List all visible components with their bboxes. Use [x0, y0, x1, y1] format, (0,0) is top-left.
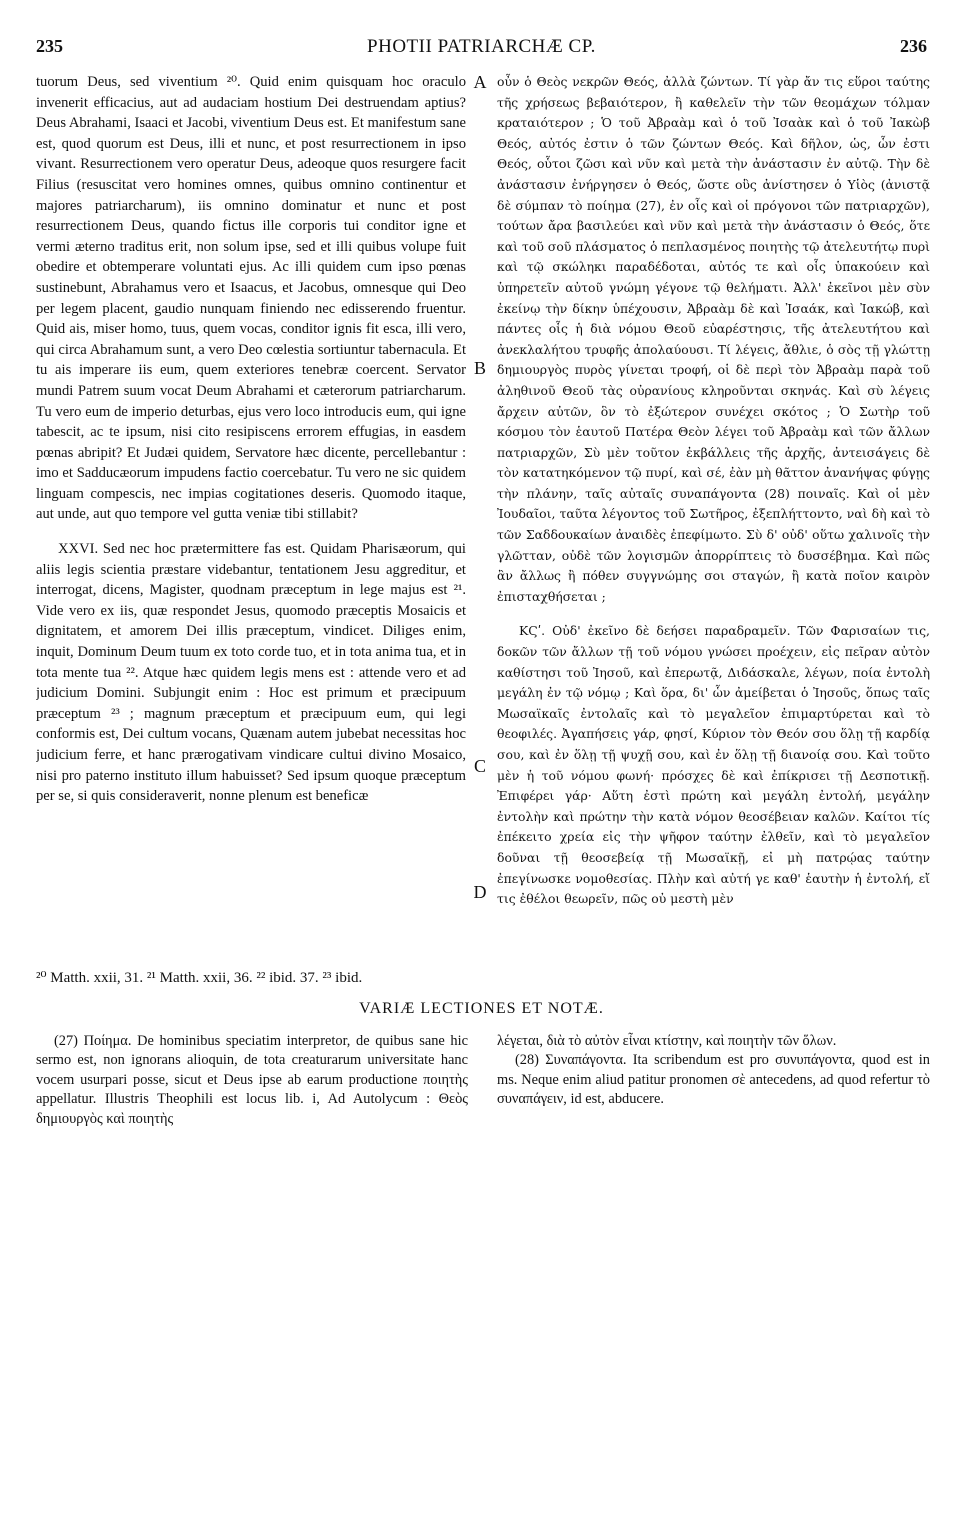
notes-right-column: [497, 1032, 930, 1110]
latin-paragraph-1: tuorum Deus, sed viventium ²⁰. Quid enim quisquam hoc oraculo invenerit efficacius, aut ad audaciam hostium Dei destruendam aptius? Deus Abrahami, Isaaci et Jacobi, viventium Deus est. Et manifestum sane est, quod quorum est Deus, illi et nunc, et post resurrectionem in ipso vivant. Resurrectionem vero operatur Deus, adeoque quos resurgere facit Filius (resuscitat vero homines omnes, quibus omnino continentur et majores patriarcharum), iis omnino dominatur et nunc et post resurrectionem Deus, quando fictus ille corporis tui conditor igne et vermi æterno traditus erit, non solum ipse, sed et illi quibus volupe fuit obedire et obtemperare voluntati ejus. Ac illi quidem cum ipso pœnas sustinebunt, Abrahamus vero et Isaacus, et Jacobus, omnesque qui Deo per legem placent, gaudio nunquam finiendo nec edisserendo fruentur. Quid ais, miser homo, tuus, quem vocas, conditor ignis fit esca, illi vero, qui circa Abrahamum sunt, a vero Deo cœlestia sortiuntur tabernacula. Et tu ais imperare iis eum, quem exteriores tenebræ coercent. Servator mundi Patrem suum vocat Deum Abrahami et cæterorum patriarcharum. Tu vero eum de imperio deturbas, ejus vero loco introducis eum, qui igne tabescit, ac te ipsum, nisi cito resipiscens errorem effugias, in easdem pœnas abripit? Et Judæi quidem, Servatore hæc dicente, percellebantur : imo et Sadducæorum impudens factio coercebatur. Tu vero ne sic quidem linguam compescis, nec impias cogitationes deseris. Quomodo itaque, aut unde, aut quo tempore vel gutta veniæ tibi stillabit?: [36, 74, 466, 523]
page-header: [36, 36, 927, 64]
latin-paragraph-2: XXVI. Sed nec hoc prætermittere fas est. Quidam Pharisæorum, qui aliis legis scientia præstare videbantur, tentationem Jesu aggreditur, et interrogat, dicens, Magister, quodnam præceptum in lege majus est ²¹. Vide vero ex iis, quæ respondet Jesus, quomodo præceptis Mosaicis et dignitatem, et amorem Dei illis præceptum, vindicet. Diliges enim, inquit, Dominum Deum tuum ex toto corde tuo, et in tota anima tua, et in tota mente tua ²². Atque hæc quidem legis mens est : attende vero et ad judicium Domini. Subjungit enim : Hoc est primum et præcipuum præceptum ²³ ; magnum præceptum et præcipuum eum, qui legi conformis est, Dei cultum vocans, Quænam autem jubebat necessitas hoc judicium ferre, et hanc prærogativam vindicare cultui divino Mosaico, nisi pro paterno instituto illum habuisset? Sed ipsum quoque præceptum per se, si quis consideraverit, nonne plenum est beneficæ: [36, 541, 466, 805]
variae-title: VARIÆ LECTIONES ET NOTÆ.: [359, 1000, 604, 1017]
note-28: (28) Συναπάγοντα. Ita scribendum est pro συνυπάγοντα, quod est in ms. Neque enim aliud patitur pronomen σὲ antecedens, ad quod refertur τὸ συναπάγειν, id est, abducere.: [497, 1052, 930, 1108]
greek-column: [497, 72, 930, 910]
page-number-right: 236: [900, 36, 927, 56]
footnotes: ²⁰ Matth. xxii, 31. ²¹ Matth. xxii, 36. ²² ibid. 37. ²³ ibid.: [36, 970, 363, 986]
latin-column: [36, 72, 466, 807]
page-number-left: 235: [36, 36, 63, 56]
note-27: (27) Ποίημα. De hominibus speciatim interpretor, de quibus sane hic sermo est, non ignorans alioquin, de tota creaturarum universitate hanc vocem usurpari posse, sicut et Deus ipse ab earum productione ποιητὴς appellatur. Illustris Theophili est locus lib. i, Ad Autolycum : Θεὸς δημιουργὸς καὶ ποιητὴς: [36, 1033, 468, 1127]
margin-letter-d: D: [473, 882, 487, 902]
margin-letter-c: C: [473, 756, 486, 776]
margin-letter-b: B: [473, 358, 486, 378]
running-title: PHOTII PATRIARCHÆ CP.: [367, 36, 596, 57]
notes-left-column: [36, 1032, 468, 1129]
greek-paragraph-2: ΚϚʹ. Οὐδ' ἐκεῖνο δὲ δεήσει παραδραμεῖν. Τῶν Φαρισαίων τις, δοκῶν τῶν ἄλλων τῇ τοῦ νόμου γνώσει προέχειν, εἰς πεῖραν αὐτὸν καθίστησι τοῦ Ἰησοῦ, καὶ ἐπερωτᾷ, Διδάσκαλε, λέγων, ποία ἐντολὴ μεγάλη ἐν τῷ νόμῳ ; Καὶ ὅρα, δι' ὧν ἀμείβεται ὁ Ἰησοῦς, ὅπως ταῖς Μωσαϊκαῖς ἐντολαῖς καὶ τὸ μεγαλεῖον ἐπιμαρτύρεται καὶ τὸ θεοφιλές. Ἀγαπήσεις γάρ, φησί, Κύριον τὸν Θεόν σου ὅλῃ τῇ καρδίᾳ σου, καὶ ἐν ὅλῃ τῇ ψυχῇ σου, καὶ ἐν ὅλῃ τῇ διανοίᾳ σου. Καὶ τοῦτο μὲν ἡ τοῦ νόμου φωνή· πρόσχες δὲ καὶ ἐπίκρισει τῇ Δεσποτικῇ. Ἐπιφέρει γάρ· Αὕτη ἐστὶ πρώτη καὶ μεγάλη ἐντολή, μεγάλην ἐντολὴν καὶ πρώτην τὴν κατὰ νόμον θεοσέβειαν καλῶν. Καίτοι τίς ἐπέκειτο χρεία εἰς τὴν ψῆφον ταύτην ἐλθεῖν, καὶ τὸ μεγαλεῖον δοῦναι τῇ θεοσεβείᾳ τῇ Μωσαϊκῇ, εἰ μὴ πατρῴας ταύτην ἐπεγίνωσκε νομοθεσίας. Πλὴν καὶ αὐτή γε καθ' ἑαυτὴν ἡ ἐντολή, εἴ τις ἐθέλοι θεωρεῖν, πῶς οὐ μεστὴ μὲν: [497, 623, 930, 907]
greek-paragraph-1: οὖν ὁ Θεὸς νεκρῶν Θεός, ἀλλὰ ζώντων. Τί γὰρ ἄν τις εὕροι ταύτης τῆς χρήσεως βεβαιότερον, ἢ καθελεῖν τὴν τῶν θεομάχων τόλμαν κραταιότερον ; Ὁ τοῦ Ἀβραὰμ καὶ ὁ τοῦ Ἰσαὰκ καὶ ὁ τοῦ Ἰακὼβ Θεός, αὐτός ἐστιν ὁ τῶν ζώντων Θεός. Καὶ δῆλον, ὡς, ὧν ἐστι Θεός, οὗτοι ζῶσι καὶ νῦν καὶ μετὰ τὴν ἀνάστασιν ἐν αὐτῷ. Τὴν δὲ ἀνάστασιν ἐνήργησεν ὁ Θεός, ὥστε οὓς ἀνίστησεν ὁ Υἱὸς (ἀνιστᾷ δὲ σύμπαν τὸ ποίημα (27), ἐν οἷς καὶ οἱ πρόγονοι τῶν πατριαρχῶν), τούτων ἄρα βασιλεύει καὶ νῦν καὶ μετὰ τὴν ἀνάστασιν ὁ Θεός, ὅτε καὶ τοῦ σοῦ πλάσματος ὁ πεπλασμένος ποιητὴς τῷ ἀτελευτήτῳ πυρὶ καὶ τῷ σκώληκι παραδέδοται, αὐτός τε καὶ οἷς ὑπακούειν καὶ ὑπηρετεῖν αὐτοῦ γνώμη γέγονε τῷ θελήματι. Ἀλλ' ἐκεῖνοι μὲν σὺν ἐκείνῳ τὴν δίκην ὑπέχουσιν, Ἀβραὰμ δὲ καὶ Ἰσαάκ, καὶ Ἰακώβ, καὶ πάντες οἷς ἡ διὰ νόμου Θεοῦ εὐαρέστησις, τῆς ἀτελευτήτου καὶ ἀνεκλαλήτου τρυφῆς ἀπολαύουσι. Τί λέγεις, ἄθλιε, ὁ σὸς τῇ γλώττῃ δημιουργὸς πυρὸς γίνεται τροφή, οἱ δὲ περὶ τὸν Ἀβραὰμ παρὰ τοῦ ἀληθινοῦ Θεοῦ τὰς οὐρανίους κληροῦνται σκηνάς. Καὶ σὺ λέγεις ἄρχειν αὐτῶν, ὃν τὸ ἐξώτερον συνέχει σκότος ; Ὁ Σωτὴρ τοῦ κόσμου τὸν ἑαυτοῦ Πατέρα Θεὸν λέγει τοῦ Ἀβραὰμ καὶ τῶν ἄλλων πατριαρχῶν, Σὺ μὲν τοῦτον ἐκβάλλεις τῆς ἀρχῆς, ἀντεισάγεις δὲ τὸν κατατηκόμενον τῷ πυρί, καὶ σέ, ἐὰν μὴ θᾶττον ἀνανήψας φύγῃς τὴν πλάνην, ταῖς αὐταῖς συναπάγοντα (28) ποιναῖς. Καὶ οἱ μὲν Ἰουδαῖοι, ταῦτα λέγοντος τοῦ Σωτῆρος, ἐξεπλήττοντο, ναὶ δὴ καὶ τὸ τῶν Σαδδουκαίων ἀναιδὲς ἐπεφίμωτο. Σὺ δ' οὐδ' οὕτω χαλινοῖς τὴν γλῶτταν, οὐδὲ τῶν λογισμῶν ἀπορρίπτεις τὸ δυσσέβημα. Καὶ πῶς ἂν ἄλλως ἢ πόθεν συγγνώμης σοι σταγών, ἢ κατὰ ποῖον καιρὸν ἐπισταχθήσεται ;: [497, 74, 930, 604]
note-27-continuation: λέγεται, διὰ τὸ αὐτὸν εἶναι κτίστην, καὶ ποιητὴν τῶν ὅλων.: [497, 1033, 837, 1049]
margin-letter-a: A: [473, 72, 487, 92]
